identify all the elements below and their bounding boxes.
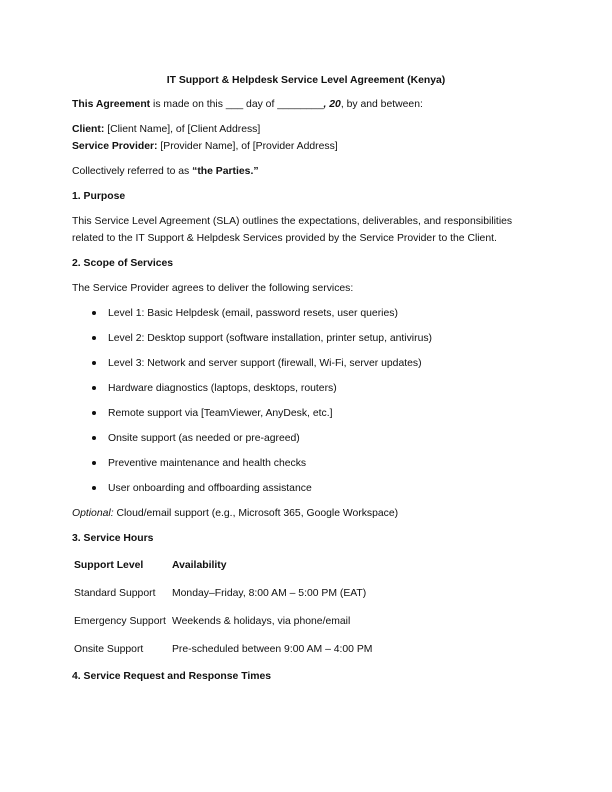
table-cell-availability: Monday–Friday, 8:00 AM – 5:00 PM (EAT) (172, 588, 367, 599)
scope-intro: The Service Provider agrees to deliver the following services: (72, 283, 354, 294)
table-header-support-level: Support Level (74, 560, 144, 571)
list-item: Level 2: Desktop support (software installation, printer setup, antivirus) (108, 333, 432, 344)
table-cell-availability: Weekends & holidays, via phone/email (172, 616, 351, 627)
agreement-line (72, 98, 423, 111)
provider-value: [Provider Name], of [Provider Address] (157, 141, 338, 152)
bullet-marker (92, 436, 96, 440)
parties-term: “the Parties.” (192, 166, 259, 177)
bullet-marker (92, 486, 96, 490)
provider-line (72, 140, 338, 153)
section-4-heading: 4. Service Request and Response Times (72, 671, 272, 682)
agreement-day-of: day of (243, 99, 278, 110)
bullet-marker (92, 386, 96, 390)
day-blank: ___ (225, 99, 244, 110)
purpose-line-1: This Service Level Agreement (SLA) outlines the expectations, deliverables, and responsibilities (72, 216, 513, 227)
optional-text: Cloud/email support (e.g., Microsoft 365, Google Workspace) (113, 508, 399, 519)
section-1-heading: 1. Purpose (72, 191, 126, 202)
table-header-availability: Availability (172, 560, 227, 571)
list-item: Remote support via [TeamViewer, AnyDesk, etc.] (108, 408, 333, 419)
table-cell-level: Onsite Support (74, 644, 144, 655)
table-cell-availability: Pre-scheduled between 9:00 AM – 4:00 PM (172, 644, 373, 655)
list-item: Preventive maintenance and health checks (108, 458, 307, 469)
list-item: Hardware diagnostics (laptops, desktops, routers) (108, 383, 337, 394)
list-item: Level 1: Basic Helpdesk (email, password resets, user queries) (108, 308, 398, 319)
client-label: Client: (72, 124, 105, 135)
bullet-marker (92, 461, 96, 465)
section-2-heading: 2. Scope of Services (72, 258, 174, 269)
list-item: Level 3: Network and server support (firewall, Wi-Fi, server updates) (108, 358, 422, 369)
optional-label: Optional: (72, 508, 114, 519)
bullet-marker (92, 361, 96, 365)
list-item: Onsite support (as needed or pre-agreed) (108, 433, 300, 444)
section-3-heading: 3. Service Hours (72, 533, 154, 544)
bullet-marker (92, 411, 96, 415)
agreement-made-on: is made on this (150, 99, 226, 110)
optional-line (72, 507, 398, 520)
parties-line (72, 165, 259, 178)
table-cell-level: Emergency Support (74, 616, 166, 627)
client-value: [Client Name], of [Client Address] (104, 124, 261, 135)
table-cell-level: Standard Support (74, 588, 156, 599)
provider-label: Service Provider: (72, 141, 158, 152)
bullet-marker (92, 336, 96, 340)
agreement-end: , by and between: (340, 99, 423, 110)
document-title: IT Support & Helpdesk Service Level Agreement (Kenya) (166, 75, 446, 86)
list-item: User onboarding and offboarding assistance (108, 483, 312, 494)
agreement-year: , 20 (323, 99, 341, 110)
agreement-lead: This Agreement (72, 99, 151, 110)
bullet-marker (92, 311, 96, 315)
purpose-line-2: related to the IT Support & Helpdesk Services provided by the Service Provider to the Client. (72, 233, 497, 244)
parties-prefix: Collectively referred to as (72, 166, 193, 177)
month-blank: ________ (277, 99, 324, 110)
client-line (72, 123, 260, 136)
